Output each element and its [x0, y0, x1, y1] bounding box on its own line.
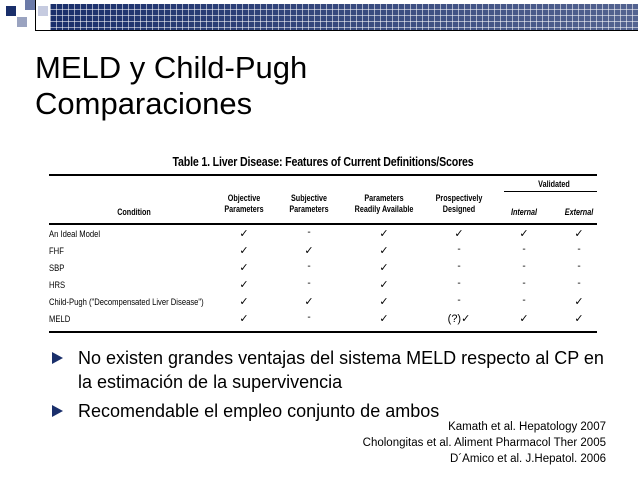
table-cell: -	[522, 244, 526, 255]
bullet-text-1: No existen grandes ventajas del sistema MELD respecto al CP en la estimación de la supervivencia	[78, 348, 604, 392]
table-cell: ✓	[239, 296, 249, 308]
validated-underline	[504, 191, 597, 192]
bullet-arrow-icon	[52, 352, 63, 364]
table-cell: ✓	[304, 245, 314, 257]
table-cell: -	[577, 261, 581, 272]
table-cell: -	[457, 244, 461, 255]
table-cell: ✓	[379, 228, 389, 240]
table-cell: -	[307, 227, 311, 238]
header-objective: Objective Parameters	[224, 193, 264, 214]
features-table	[49, 155, 597, 335]
table-cell: -	[457, 261, 461, 272]
header-vertical-rule	[35, 0, 36, 31]
bullet-text-2: Recomendable el empleo conjunto de ambos	[78, 401, 440, 421]
table-cell: ✓	[454, 228, 464, 240]
table-cell: ✓	[239, 262, 249, 274]
header-internal: Internal	[510, 207, 537, 217]
decor-square-4	[38, 6, 48, 16]
header-rule	[35, 30, 638, 31]
table-cell: -	[307, 261, 311, 272]
table-cell: -	[307, 312, 311, 323]
table-cell: -	[522, 261, 526, 272]
references	[363, 419, 606, 467]
bullet-list	[52, 346, 612, 428]
reference-1: Kamath et al. Hepatology 2007	[448, 421, 606, 433]
table-cell: -	[307, 278, 311, 289]
header-decoration	[0, 0, 638, 30]
header-condition: Condition	[117, 207, 151, 217]
table-cell: ✓	[574, 313, 584, 325]
table-cell: ✓	[379, 279, 389, 291]
reference-3: D´Amico et al. J.Hepatol. 2006	[450, 453, 606, 465]
slide-title-line1: MELD y Child-Pugh	[35, 50, 308, 85]
table-cell: ✓	[239, 313, 249, 325]
reference-2: Cholongitas et al. Aliment Pharmacol Ther 2005	[362, 437, 606, 449]
table-cell: ✓	[519, 228, 529, 240]
table-cell: -	[457, 295, 461, 306]
table-row-condition: SBP	[49, 263, 65, 273]
header-readily: Parameters Readily Available	[354, 193, 414, 214]
table-row-condition: FHF	[49, 246, 64, 256]
table-cell: (?)✓	[447, 313, 471, 325]
decor-square-1	[6, 6, 16, 16]
header-external: External	[564, 207, 594, 217]
table-cell: -	[522, 295, 526, 306]
header-prospective: Prospectively Designed	[435, 193, 483, 214]
table-cell: -	[522, 278, 526, 289]
table-row-condition: MELD	[49, 314, 71, 324]
table-row-condition: An Ideal Model	[49, 229, 101, 239]
table-cell: -	[577, 278, 581, 289]
table-top-rule	[49, 174, 597, 176]
table-header-rule	[49, 223, 597, 225]
table-cell: ✓	[379, 262, 389, 274]
table-cell: ✓	[574, 296, 584, 308]
table-cell: ✓	[519, 313, 529, 325]
header-validated: Validated	[538, 179, 570, 189]
table-cell: ✓	[239, 245, 249, 257]
bullet-item-1	[52, 346, 612, 394]
table-cell: -	[577, 244, 581, 255]
table-title: Table 1. Liver Disease: Features of Current Definitions/Scores	[172, 155, 474, 169]
table-row-condition: Child-Pugh ("Decompensated Liver Disease")	[49, 297, 204, 307]
table-row-condition: HRS	[49, 280, 66, 290]
header-band-fade	[50, 4, 638, 30]
table-cell: ✓	[304, 296, 314, 308]
table-cell: ✓	[379, 313, 389, 325]
slide-title-line2: Comparaciones	[35, 86, 253, 121]
table-cell: ✓	[379, 296, 389, 308]
table-cell: ✓	[239, 228, 249, 240]
bullet-arrow-icon	[52, 405, 63, 417]
table-bottom-rule	[49, 331, 597, 333]
slide-title	[35, 50, 307, 122]
decor-square-3	[25, 0, 35, 10]
header-subjective: Subjective Parameters	[289, 193, 329, 214]
decor-square-2	[17, 17, 27, 27]
table-cell: ✓	[574, 228, 584, 240]
table-cell: -	[457, 278, 461, 289]
table-cell: ✓	[379, 245, 389, 257]
table-cell: ✓	[239, 279, 249, 291]
